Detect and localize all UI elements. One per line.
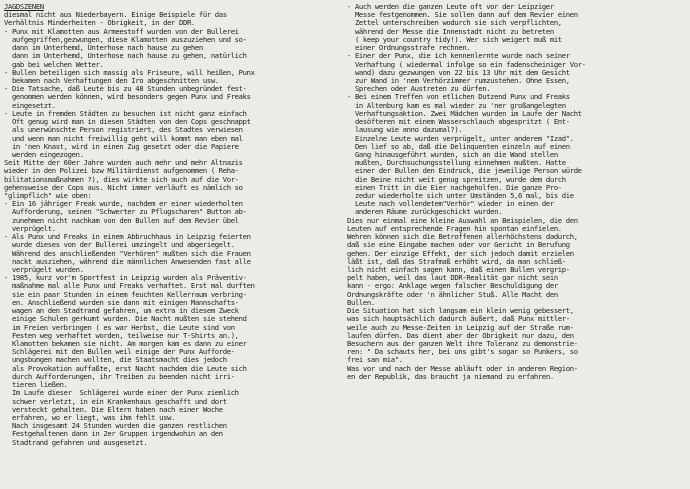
text-line: einer Ordnungsstrafe rechnen.: [347, 44, 471, 53]
text-line: Seit Mitte der 60er Jahre wurden auch mehr und mehr Altnazis: [4, 159, 243, 168]
text-line: Gang hinausgeführt wurden, sich an die Wand stellen: [347, 150, 558, 159]
text-line: sie ein paar Stunden in einem feuchten Kellerraum verbring-: [4, 290, 247, 299]
text-line: einige Schulen gerkumt wurden. Die Nacht mußten sie stehend: [4, 315, 247, 324]
text-line: "glimpflich" wie oben:: [4, 192, 92, 201]
text-line: Zettel unterschreiben wodurch sie sich verpflichten,: [347, 19, 562, 28]
text-line: zedur wiederholte sich unter Umständen 5,6 mal, bis die: [347, 192, 574, 201]
text-line: Die Situation hat sich langsam ein klein wenig gebessert,: [347, 307, 574, 316]
text-line: - Bullen beteiligen sich massig als Friseure, will heißen, Punx: [4, 68, 255, 77]
text-line: durch Aufforderungen, ihr Treiben zu beenden nicht irri-: [4, 372, 235, 381]
text-line: in Altenburg kam es mal wieder zu 'ner großangelegten: [347, 101, 566, 110]
text-line: Stadtrand gefahren und ausgesetzt.: [4, 438, 148, 447]
text-line: einer der Bullen den Eindruck, die jeweilige Person würde: [347, 167, 582, 176]
text-line: - 1985, kurz vor'm Sportfest in Leipzig wurden als Präventiv-: [4, 274, 247, 283]
left-column: [4, 3, 341, 447]
text-line: läßt ist, daß das Strafmaß erhöht wird, da man schließ-: [347, 257, 566, 266]
text-line: maßnahme mal alle Punx und Freaks verhaftet. Erst mal durften: [4, 282, 255, 291]
text-line: daß sie eine Eingabe machen oder vor Gericht in Berufung: [347, 241, 570, 250]
text-line: bilitationsmaßnahmen ?), dies wirkte sich auch auf die Vor-: [4, 175, 239, 184]
text-line: Den lief so ab, daß die Delinquenten einzeln auf einen: [347, 142, 570, 151]
text-line: die Beine nicht weit genug spreitzen, wurde dem durch: [347, 175, 566, 184]
text-line: anderen Räume zurückgeschickt wurden.: [347, 208, 503, 217]
text-line: verprügelt wurden.: [4, 266, 84, 274]
text-line: als unerwünschte Person registriert, des Stadtes verwiesen: [4, 126, 243, 135]
text-line: einen Tritt in die Eier nachgeholfen. Die ganze Pro-: [347, 183, 562, 192]
text-line: verprügelt.: [4, 224, 56, 233]
text-line: Während des anschließenden "Verhören" mußten sich die Frauen: [4, 249, 251, 258]
text-line: - Einer der Punx, die ich kennenlernte wurde nach seiner: [347, 52, 570, 61]
text-line: zur Wand in 'nem Verhörzimmer rumzustehen. Ohne Essen,: [347, 76, 570, 85]
text-line: Besuchern aus der ganzen Welt ihre Toleranz zu demonstrie-: [347, 339, 578, 348]
text-line: versteckt gehalten. Die Eltern haben nach einer Woche: [4, 405, 223, 414]
text-line: Oft genug wird man in diesen Städten von den Cops geschnappt: [4, 118, 251, 127]
text-line: mußten, Durchsuchungsstellung einnehmen mußten. Hatte: [347, 159, 566, 168]
text-line: Schlägerei mit den Bullen weil einige der Punx Aufforde-: [4, 348, 235, 357]
text-line: und wenn man nicht freiwillig geht will kommt man eben mal: [4, 134, 243, 143]
text-line: - Als Punx und Freaks in einem Abbruchhaus in Leipzig feierten: [4, 233, 251, 242]
text-line: Verhältnis Minderheiten - Obrigkeit, in der DDR.: [4, 19, 195, 28]
text-line: ren: " Da schauts her, bei uns gibt's sogar so Punkers, so: [347, 348, 578, 357]
text-line: Bullen.: [347, 298, 375, 307]
text-line: Einzelne Leute wurden verprügelt, unter anderem "Izad".: [347, 134, 574, 143]
text-line: zunehmen nicht nachkam von den Bullen auf dem Revier übel: [4, 216, 239, 225]
text-line: lich nicht einfach sagen kann, daß einen Bullen vergrip-: [347, 266, 570, 274]
text-line: Leuten auf entsprechende Fragen hin spontan einfielen.: [347, 224, 562, 233]
text-line: - Die Tatsache, daß Leute bis zu 48 Stunden unbegründet fest-: [4, 85, 247, 94]
text-line: dann im Unterhemd, Unterhose nach hause zu gehen, natürlich: [4, 52, 247, 61]
text-line: diesmal nicht aus Niederbayern. Einige Beispiele für das: [4, 11, 227, 20]
text-line: schwer verletzt, in ein Krankenhaus geschafft und dort: [4, 397, 227, 406]
text-line: Verhaftung ( wiedermal infolge so ein fadenscheiniger Vor-: [347, 60, 586, 69]
text-line: genommen werden können, wird besonders gegen Punx und Freaks: [4, 93, 251, 102]
text-line: dann im Unterhemd, Unterhose nach hause zu gehen: [4, 44, 203, 53]
text-line: gehen. Der einzige Effekt, der sich jedoch damit erzielen: [347, 249, 574, 258]
text-line: eingesetzt.: [4, 101, 56, 110]
text-line: Ordnungskräfte oder 'n ähnlicher Stuß. Alle Macht den: [347, 290, 558, 299]
text-line: Was vor und nach der Messe abläuft oder in anderen Region-: [347, 364, 578, 373]
text-line: frei san mia".: [347, 356, 403, 365]
text-line: gehensweise der Cops aus. Nicht immer verläuft es nämlich so: [4, 183, 243, 192]
text-line: werden eingezogen.: [4, 150, 84, 159]
text-line: - Ein 16 jähriger Freak wurde, nachdem er einer wiederholten: [4, 200, 243, 209]
text-line: als Provokation auffaßte, erst Nacht nachdem die Leute sich: [4, 364, 247, 373]
text-line: Im Laufe dieser Schlägerei wurde einer der Punx ziemlich: [4, 389, 239, 398]
text-line: ( keep your country tidy!). Wer sich weigert muß mit: [347, 35, 562, 44]
text-line: desöfteren mit einem Wasserschlauch abgespritzt ( Ent-: [347, 118, 570, 127]
text-line: was sich hauptsächlich dadurch äußert, daß Punx mittler-: [347, 315, 570, 324]
text-line: erfahren, wo er liegt, was ihm fehlt usw.: [4, 413, 176, 422]
text-line: Dies nur einmal eine kleine Auswahl an Beispielen, die den: [347, 216, 578, 225]
text-line: Sprechen oder Austreten zu dürfen.: [347, 85, 491, 94]
text-line: in 'nen Knast, wird in einen Zug gesetzt oder die Papiere: [4, 142, 239, 151]
article-heading: JAGDSZENEN: [4, 3, 44, 11]
text-line: Aufforderung, seinen "Schwerter zu Pflugscharen" Button ab-: [4, 208, 247, 217]
text-line: bekamen nach Verhaftungen den Iro abgeschnitten usw.: [4, 76, 219, 85]
text-line: - Punx mit Klamotten aus Armeestoff wurden von der Bullerei: [4, 27, 239, 36]
text-line: Leute nach vollendetem"Verhör" wieder in einen der: [347, 200, 554, 209]
text-line: nackt ausziehen, während die männlichen Anwesenden fast alle: [4, 257, 251, 266]
text-line: kann - ergo: Anklage wegen falscher Beschuldigung der: [347, 282, 558, 291]
text-line: während der Messe die Innenstadt nicht zu betreten: [347, 27, 554, 36]
text-line: - Auch werden die ganzen Leute oft vor der Leipziger: [347, 3, 554, 11]
text-line: aufgegriffen,gezwungen, diese Klamotten auszuziehen und so-: [4, 35, 247, 44]
text-line: Festgehaltenen dann in 2er Gruppen irgendwohin an den: [4, 430, 223, 439]
text-line: ungsbungen machen wollten, die Staatsmacht dies jedoch: [4, 356, 227, 365]
text-line: pelt haben, weil das laut DDR-Realität gar nicht sein: [347, 274, 558, 283]
text-line: wagen an den Stadtrand gefahren, um extra in diesem Zweck: [4, 307, 239, 316]
text-line: tieren ließen.: [4, 381, 68, 390]
text-line: wurde dieses von der Bullerei umzingelt und abgeriegelt.: [4, 241, 235, 250]
text-line: Nach insgesamt 24 Stunden wurden die ganzen restlichen: [4, 422, 227, 431]
right-column: [347, 3, 686, 381]
text-line: im Freien verbringen ( es war Herbst, die Leute sind von: [4, 323, 235, 332]
text-line: Messe festgenommen. Sie sollen dann auf dem Revier einen: [347, 11, 578, 20]
text-line: lausung wie anno dazumal?).: [347, 126, 463, 135]
text-line: Klamotten bekamen sie nicht. Am morgen kam es dann zu einer: [4, 339, 247, 348]
text-line: Festen weg verhaftet worden, teilweise nur T-Shirts an.),: [4, 331, 239, 340]
text-line: Verhaftungsaktion. Zwei Mädchen wurden im Laufe der Nacht: [347, 109, 582, 118]
text-line: en. Anschließend wurden sie dann mit einigen Mannschafts-: [4, 298, 239, 307]
text-line: gab bei welchen Wetter.: [4, 60, 104, 69]
text-line: wand) dazu gezwungen von 22 bis 13 Uhr mit dem Gesicht: [347, 68, 570, 77]
text-line: Wehren können sich die Betroffenen allerhöchstens dadurch,: [347, 233, 578, 242]
text-line: wieder in den Polizei bzw Militärdienst aufgenommen ( Reha-: [4, 167, 239, 176]
text-line: - Bei einem Treffen von etlichen Dutzend Punx und Freaks: [347, 93, 570, 102]
text-line: weile auch zu Messe-Zeiten in Leipzig auf der Straße rum-: [347, 323, 574, 332]
text-line: - Leute in fremden Städten zu besuchen ist nicht ganz einfach: [4, 109, 247, 118]
text-line: en der Republik, das braucht ja niemand zu erfahren.: [347, 372, 554, 381]
text-line: laufen dürfen. Das dient aber der Obrigkeit nur dazu, den: [347, 331, 574, 340]
